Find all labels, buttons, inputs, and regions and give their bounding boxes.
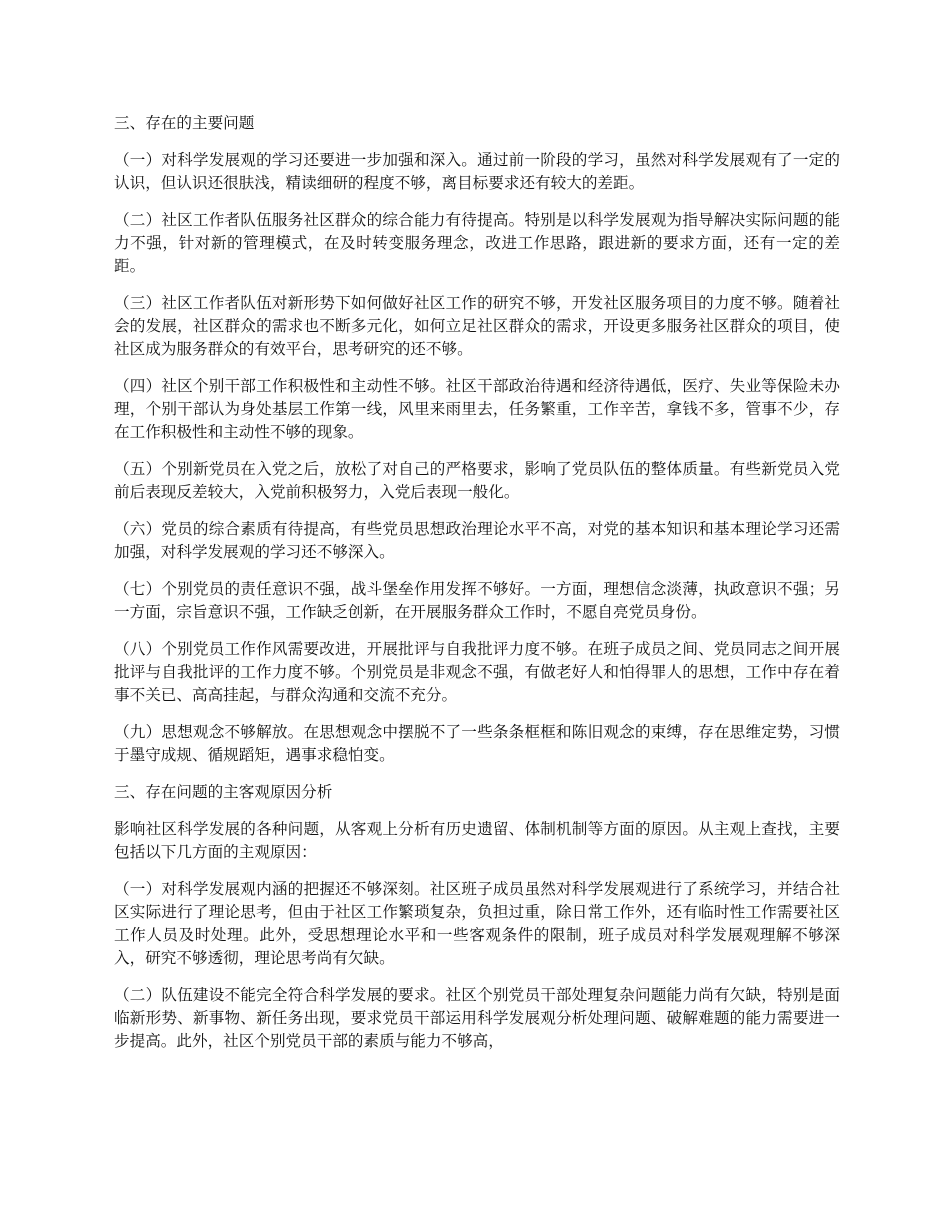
- paragraph-problem-2: （二）社区工作者队伍服务社区群众的综合能力有待提高。特别是以科学发展观为指导解决实际问题的能力不强，针对新的管理模式，在及时转变服务理念，改进工作思路，跟进新的要求方面，还有一定的差距。: [114, 211, 840, 275]
- paragraph-problem-7: （七）个别党员的责任意识不强，战斗堡垒作用发挥不够好。一方面，理想信念淡薄，执政意识不强；另一方面，宗旨意识不强，工作缺乏创新，在开展服务群众工作时，不愿自亮党员身份。: [114, 580, 840, 621]
- paragraph-problem-6: （六）党员的综合素质有待提高，有些党员思想政治理论水平不高，对党的基本知识和基本理论学习还需加强，对科学发展观的学习还不够深入。: [114, 520, 840, 561]
- paragraph-cause-intro: 影响社区科学发展的各种问题，从客观上分析有历史遗留、体制机制等方面的原因。从主观上查找，主要包括以下几方面的主观原因：: [114, 820, 840, 861]
- paragraph-problem-9: （九）思想观念不够解放。在思想观念中摆脱不了一些条条框框和陈旧观念的束缚，存在思维定势，习惯于墨守成规、循规蹈矩，遇事求稳怕变。: [114, 723, 840, 764]
- paragraph-problem-1: （一）对科学发展观的学习还要进一步加强和深入。通过前一阶段的学习，虽然对科学发展观有了一定的认识，但认识还很肤浅，精读细研的程度不够，离目标要求还有较大的差距。: [114, 151, 840, 192]
- paragraph-cause-2: （二）队伍建设不能完全符合科学发展的要求。社区个别党员干部处理复杂问题能力尚有欠缺，特别是面临新形势、新事物、新任务出现，要求党员干部运用科学发展观分析处理问题、破解难题的能力需要进一步提高。此外，社区个别党员干部的素质与能力不够高，: [114, 986, 840, 1050]
- section-heading-main-problems: 三、存在的主要问题: [114, 114, 255, 132]
- paragraph-problem-3: （三）社区工作者队伍对新形势下如何做好社区工作的研究不够，开发社区服务项目的力度不够。随着社会的发展，社区群众的需求也不断多元化，如何立足社区群众的需求，开设更多服务社区群众的项目，使社区成为服务群众的有效平台，思考研究的还不够。: [114, 294, 840, 358]
- paragraph-problem-4: （四）社区个别干部工作积极性和主动性不够。社区干部政治待遇和经济待遇低，医疗、失业等保险未办理，个别干部认为身处基层工作第一线，风里来雨里去，任务繁重，工作辛苦，拿钱不多，管事不少，存在工作积极性和主动性不够的现象。: [114, 377, 840, 441]
- document-body: [114, 112, 840, 1067]
- paragraph-problem-8: （八）个别党员工作作风需要改进，开展批评与自我批评力度不够。在班子成员之间、党员同志之间开展批评与自我批评的工作力度不够。个别党员是非观念不强，有做老好人和怕得罪人的思想，工作中存在着事不关已、高高挂起，与群众沟通和交流不充分。: [114, 640, 840, 704]
- paragraph-problem-5: （五）个别新党员在入党之后，放松了对自己的严格要求，影响了党员队伍的整体质量。有些新党员入党前后表现反差较大，入党前积极努力，入党后表现一般化。: [114, 460, 840, 501]
- section-heading-cause-analysis: 三、存在问题的主客观原因分析: [114, 783, 333, 801]
- paragraph-cause-1: （一）对科学发展观内涵的把握还不够深刻。社区班子成员虽然对科学发展观进行了系统学习，并结合社区实际进行了理论思考，但由于社区工作繁琐复杂，负担过重，除日常工作外，还有临时性工作需要社区工作人员及时处理。此外，受思想理论水平和一些客观条件的限制，班子成员对科学发展观理解不够深入，研究不够透彻，理论思考尚有欠缺。: [114, 880, 840, 967]
